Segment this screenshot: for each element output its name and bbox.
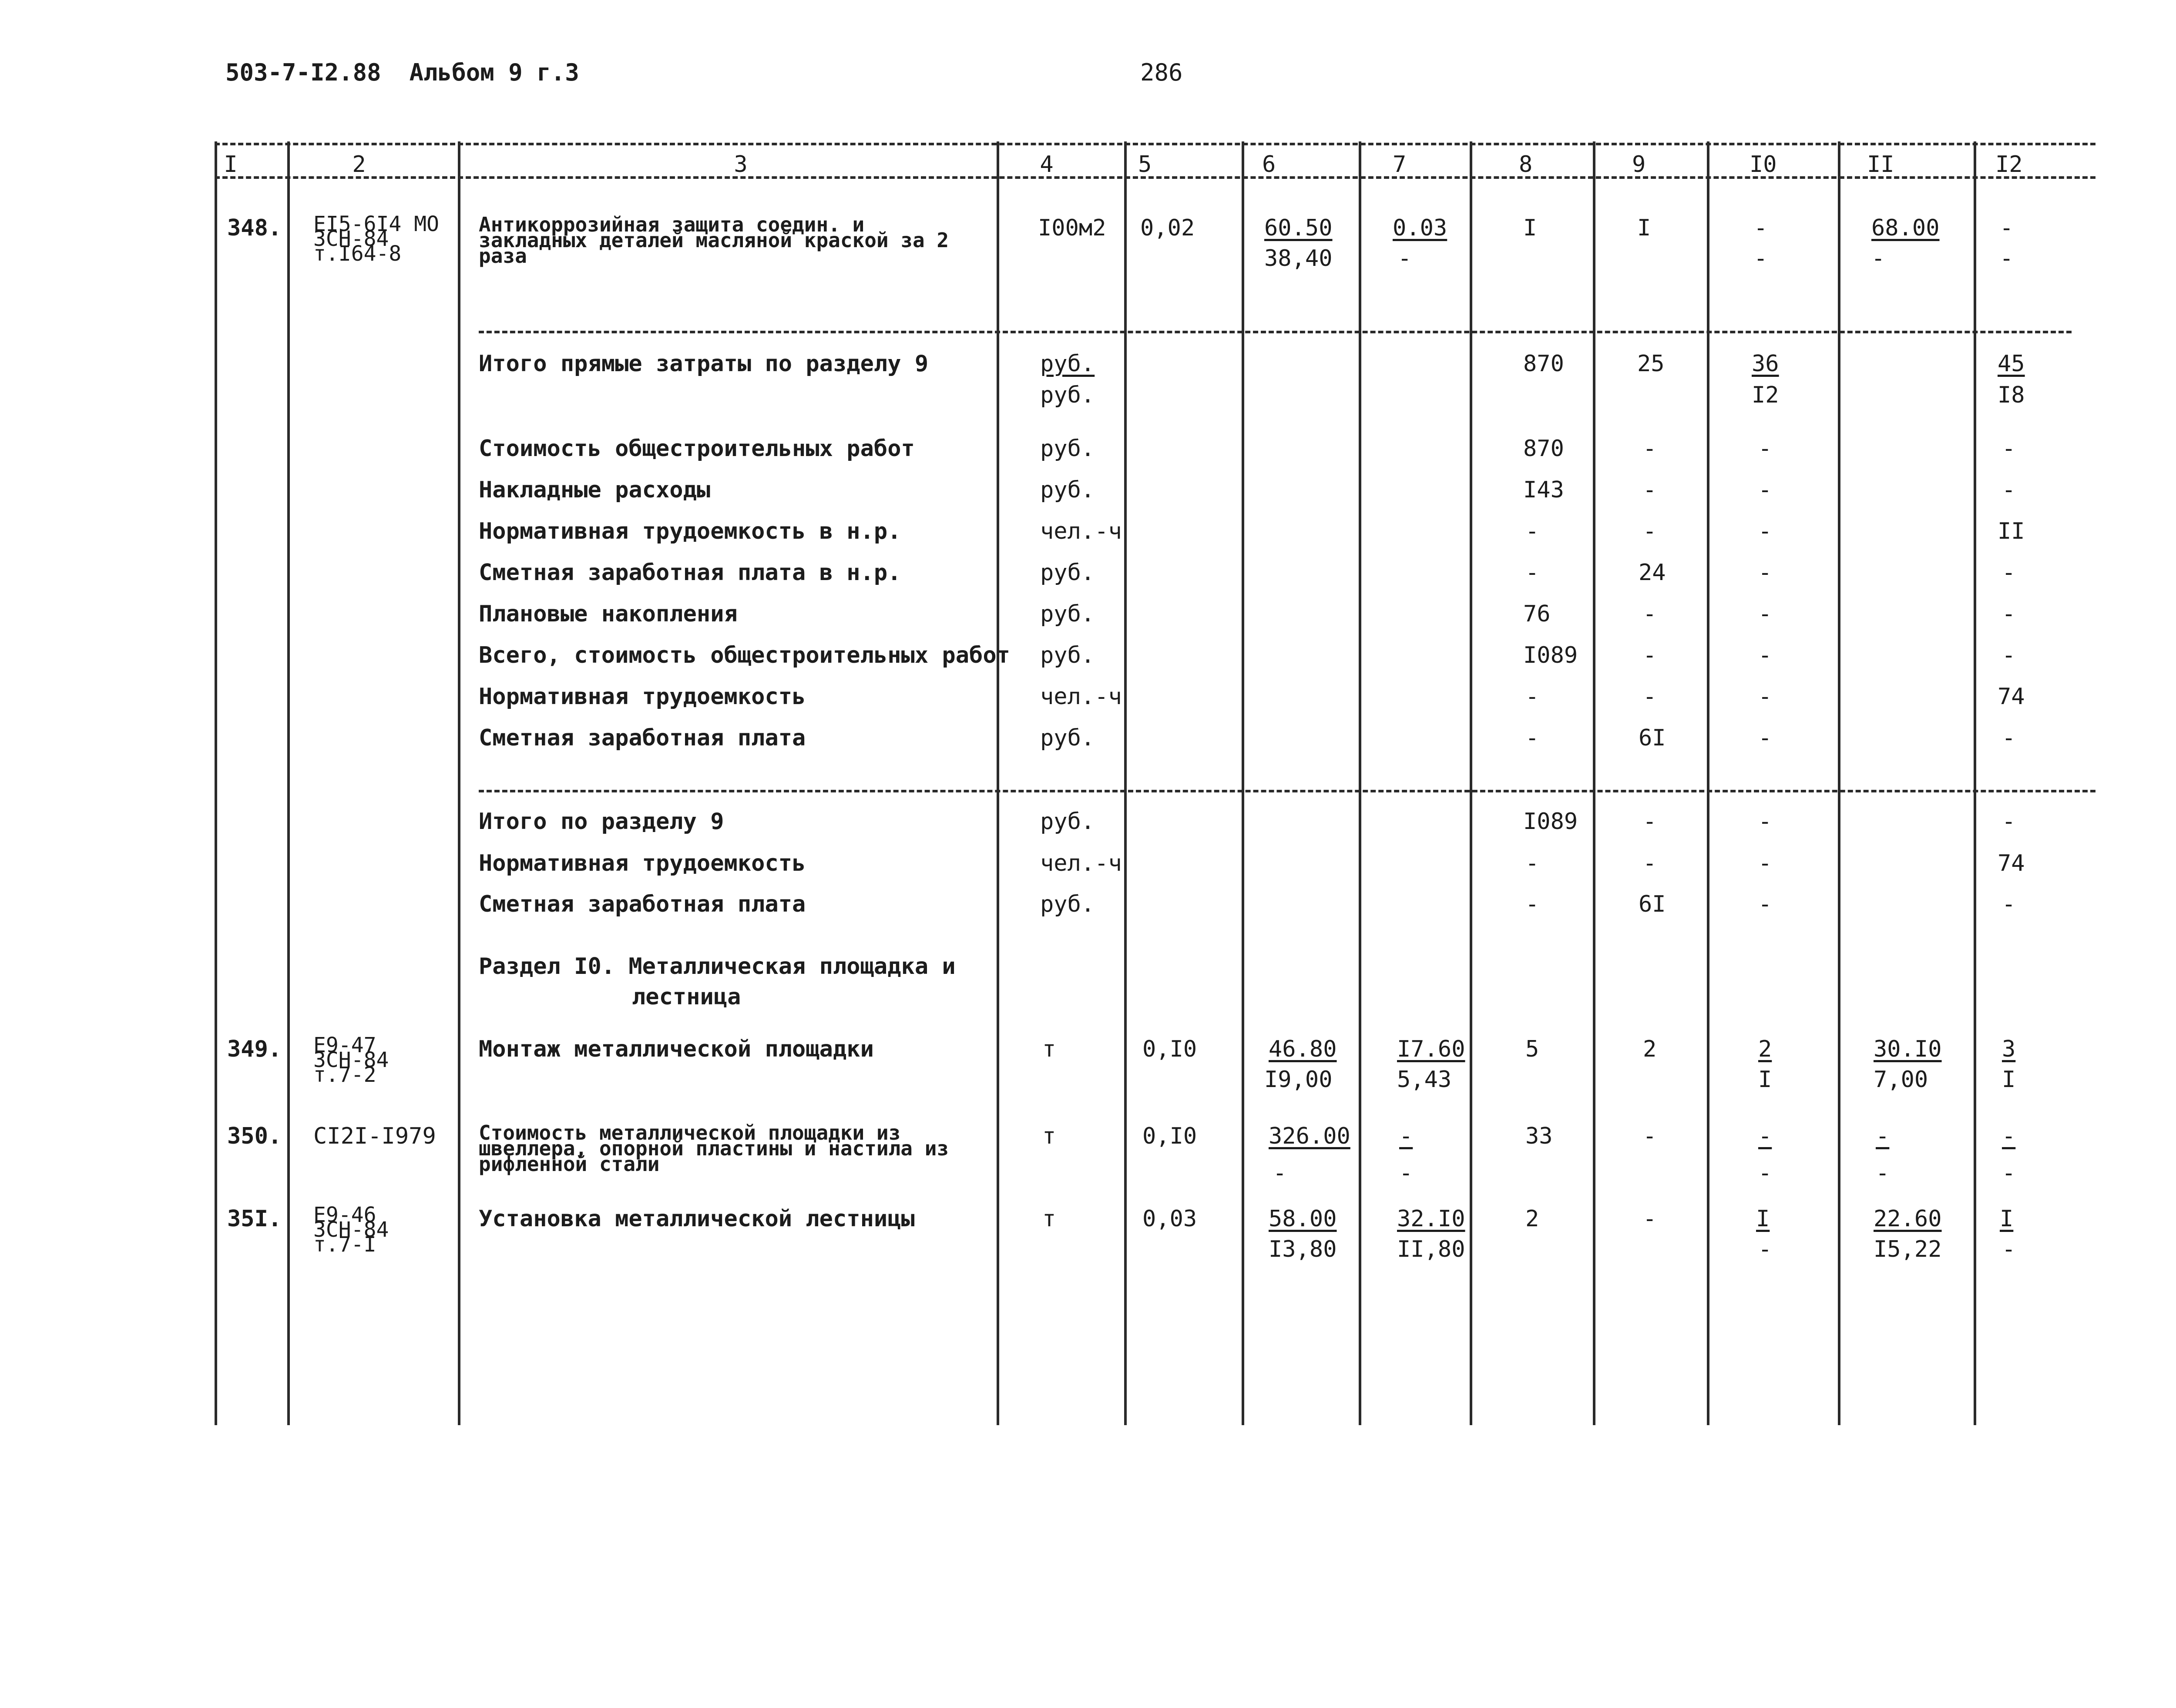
summary-c9: - [1643,809,1657,835]
norm-code: Е9-46 ЗСН-84 т.7-I [313,1203,389,1257]
summary-c10: - [1758,518,1772,544]
col-header-7: 7 [1393,151,1407,178]
summary-unit: чел.-ч [1040,684,1122,710]
summary-c10: - [1758,891,1772,917]
summary-c9: 25 [1637,351,1665,377]
cell-8: 5 [1525,1036,1539,1062]
cell-9: - [1643,1206,1657,1232]
cell-10-top: - [1754,215,1768,241]
work-description: Антикоррозийная защита соедин. и закладных деталей масляной краской за 2 раза [479,213,949,268]
cell-11-top: - [1876,1123,1890,1149]
cell-12-top: I [2000,1206,2014,1232]
summary-c10: - [1758,642,1772,668]
col-header-3: 3 [734,151,748,178]
summary-unit: руб. [1040,891,1095,917]
cell-6-bottom: - [1273,1160,1287,1186]
col-header-4: 4 [1040,151,1054,178]
row-number: 35I. [227,1206,282,1232]
unit: т [1042,1206,1056,1232]
work-description: Стоимость металлической площадки из швеллера, опорной пластины и настила из рифленной стали [479,1121,949,1176]
summary-c12: - [2002,601,2016,627]
cell-11-top: 30.I0 [1874,1036,1942,1062]
cell-7-top: 32.I0 [1397,1206,1465,1232]
col-header-1: I [224,151,238,178]
cell-7-top: I7.60 [1397,1036,1465,1062]
cell-7-bottom: II,80 [1397,1236,1465,1262]
summary-c9: 24 [1639,560,1666,586]
summary-c9: - [1643,850,1657,876]
summary-unit: чел.-ч [1040,850,1122,876]
cell-11-bottom: 7,00 [1874,1067,1928,1093]
summary-label: Итого прямые затраты по разделу 9 [479,351,929,377]
summary-c8: I43 [1523,477,1564,503]
summary-unit: руб. [1040,642,1095,668]
summary-unit: руб. [1040,725,1095,751]
summary-c12: - [2002,477,2016,503]
summary-c12: - [2002,891,2016,917]
summary-c12: 74 [1998,850,2025,876]
cell-10-bottom: - [1758,1160,1772,1186]
quantity: 0,02 [1140,215,1195,241]
summary-c8: - [1525,560,1539,586]
summary-unit: руб. [1040,560,1095,586]
summary-c12: - [2002,436,2016,462]
summary-unit: руб. [1040,436,1095,462]
norm-code: Е9-47 ЗСН-84 т.7-2 [313,1033,389,1087]
summary-c10: - [1758,601,1772,627]
col-header-11: II [1867,151,1894,178]
summary-unit-1: руб. [1040,351,1095,377]
col-header-5: 5 [1138,151,1152,178]
norm-code: ЕI5-6I4 МО ЗСН-84 т.I64-8 [313,212,439,266]
cell-6-bottom: 38,40 [1264,245,1333,272]
cell-8: 2 [1525,1206,1539,1232]
unit: т [1042,1036,1056,1062]
summary-c8: - [1525,684,1539,710]
summary-label: Сметная заработная плата [479,725,806,751]
summary-c12: 74 [1998,684,2025,710]
cell-11-bottom: - [1876,1160,1890,1186]
summary-label: Нормативная трудоемкость [479,684,806,710]
cell-6-top: 58.00 [1269,1206,1337,1232]
row-number: 348. [227,215,282,241]
summary-c8: - [1525,850,1539,876]
summary-c9: 6I [1639,725,1666,751]
cell-12-top: 3 [2002,1036,2016,1062]
cell-6-bottom: I3,80 [1269,1236,1337,1262]
summary-label: Нормативная трудоемкость в н.р. [479,518,901,544]
cell-8: 33 [1525,1123,1553,1149]
cell-10-top: 2 [1758,1036,1772,1062]
col-header-8: 8 [1519,151,1533,178]
summary-c8: 870 [1523,351,1564,377]
cell-6-top: 60.50 [1264,215,1333,241]
summary-label: Плановые накопления [479,601,738,627]
work-description: Монтаж металлической площадки [479,1036,874,1062]
summary-c12: - [2002,809,2016,835]
summary-c10: - [1758,684,1772,710]
col-header-9: 9 [1632,151,1646,178]
summary-c10: - [1758,725,1772,751]
summary-unit: руб. [1040,809,1095,835]
summary-c9: - [1643,601,1657,627]
cell-7-top: - [1399,1123,1413,1149]
summary-c9: - [1643,436,1657,462]
cell-11-bottom: - [1871,245,1885,272]
norm-code: СI2I-I979 [313,1123,436,1149]
summary-c8: 76 [1523,601,1551,627]
summary-c8: - [1525,725,1539,751]
summary-c8: I089 [1523,809,1578,835]
summary-c12: - [2002,560,2016,586]
summary-c8: 870 [1523,436,1564,462]
summary-c10-bottom: I2 [1752,382,1779,408]
document-code: 503-7-I2.88 Альбом 9 г.3 [225,59,579,86]
summary-label: Накладные расходы [479,477,711,503]
cell-8: I [1523,215,1537,241]
cell-10-bottom: - [1758,1236,1772,1262]
summary-c8: - [1525,518,1539,544]
col-header-12: I2 [1995,151,2023,178]
summary-c10-top: 36 [1752,351,1779,377]
cell-7-bottom: 5,43 [1397,1067,1452,1093]
cell-6-top: 46.80 [1269,1036,1337,1062]
quantity: 0,I0 [1142,1036,1197,1062]
summary-c9: - [1643,518,1657,544]
col-header-2: 2 [352,151,366,178]
summary-label: Всего, стоимость общестроительных работ [479,642,1010,668]
cell-10-bottom: I [1758,1067,1772,1093]
summary-unit: руб. [1040,601,1095,627]
cell-10-top: I [1756,1206,1770,1232]
summary-c10: - [1758,560,1772,586]
row-number: 349. [227,1036,282,1062]
summary-unit-2: руб. [1040,382,1095,408]
summary-c10: - [1758,809,1772,835]
summary-c12: - [2002,725,2016,751]
quantity: 0,03 [1142,1206,1197,1232]
unit: I00м2 [1038,215,1106,241]
section-heading-cont: лестница [632,984,741,1010]
summary-label: Сметная заработная плата [479,891,806,917]
summary-c10: - [1758,477,1772,503]
cell-11-top: 22.60 [1874,1206,1942,1232]
cell-11-top: 68.00 [1871,215,1940,241]
summary-c9: - [1643,684,1657,710]
summary-c10: - [1758,850,1772,876]
cell-12-top: - [2000,215,2014,241]
cell-6-bottom: I9,00 [1264,1067,1333,1093]
summary-c12-bottom: I8 [1998,382,2025,408]
summary-c10: - [1758,436,1772,462]
cell-12-bottom: - [2002,1160,2016,1186]
summary-c9: 6I [1639,891,1666,917]
col-header-10: I0 [1750,151,1777,178]
cell-10-top: - [1758,1123,1772,1149]
cell-9: I [1637,215,1651,241]
summary-label: Сметная заработная плата в н.р. [479,560,901,586]
summary-c8: - [1525,891,1539,917]
cell-7-bottom: - [1398,245,1412,272]
row-number: 350. [227,1123,282,1149]
cell-12-bottom: - [2002,1236,2016,1262]
unit: т [1042,1123,1056,1149]
summary-c12: II [1998,518,2025,544]
summary-label: Нормативная трудоемкость [479,850,806,876]
section-heading: Раздел I0. Металлическая площадка и [479,953,956,980]
summary-label: Стоимость общестроительных работ [479,436,915,462]
cell-12-bottom: I [2002,1067,2016,1093]
cell-9: 2 [1643,1036,1657,1062]
cell-11-bottom: I5,22 [1874,1236,1942,1262]
cell-10-bottom: - [1754,245,1768,272]
summary-label: Итого по разделу 9 [479,809,724,835]
page-number: 286 [1140,59,1183,86]
summary-c12-top: 45 [1998,351,2025,377]
work-description: Установка металлической лестницы [479,1206,915,1232]
quantity: 0,I0 [1142,1123,1197,1149]
cell-6-top: 326.00 [1269,1123,1350,1149]
cell-7-bottom: - [1399,1160,1413,1186]
cell-12-top: - [2002,1123,2016,1149]
summary-c9: - [1643,477,1657,503]
cell-12-bottom: - [2000,245,2014,272]
summary-c9: - [1643,642,1657,668]
cell-7-top: 0.03 [1393,215,1447,241]
cell-9: - [1643,1123,1657,1149]
col-header-6: 6 [1262,151,1276,178]
summary-unit: чел.-ч [1040,518,1122,544]
summary-c12: - [2002,642,2016,668]
summary-unit: руб. [1040,477,1095,503]
summary-c8: I089 [1523,642,1578,668]
